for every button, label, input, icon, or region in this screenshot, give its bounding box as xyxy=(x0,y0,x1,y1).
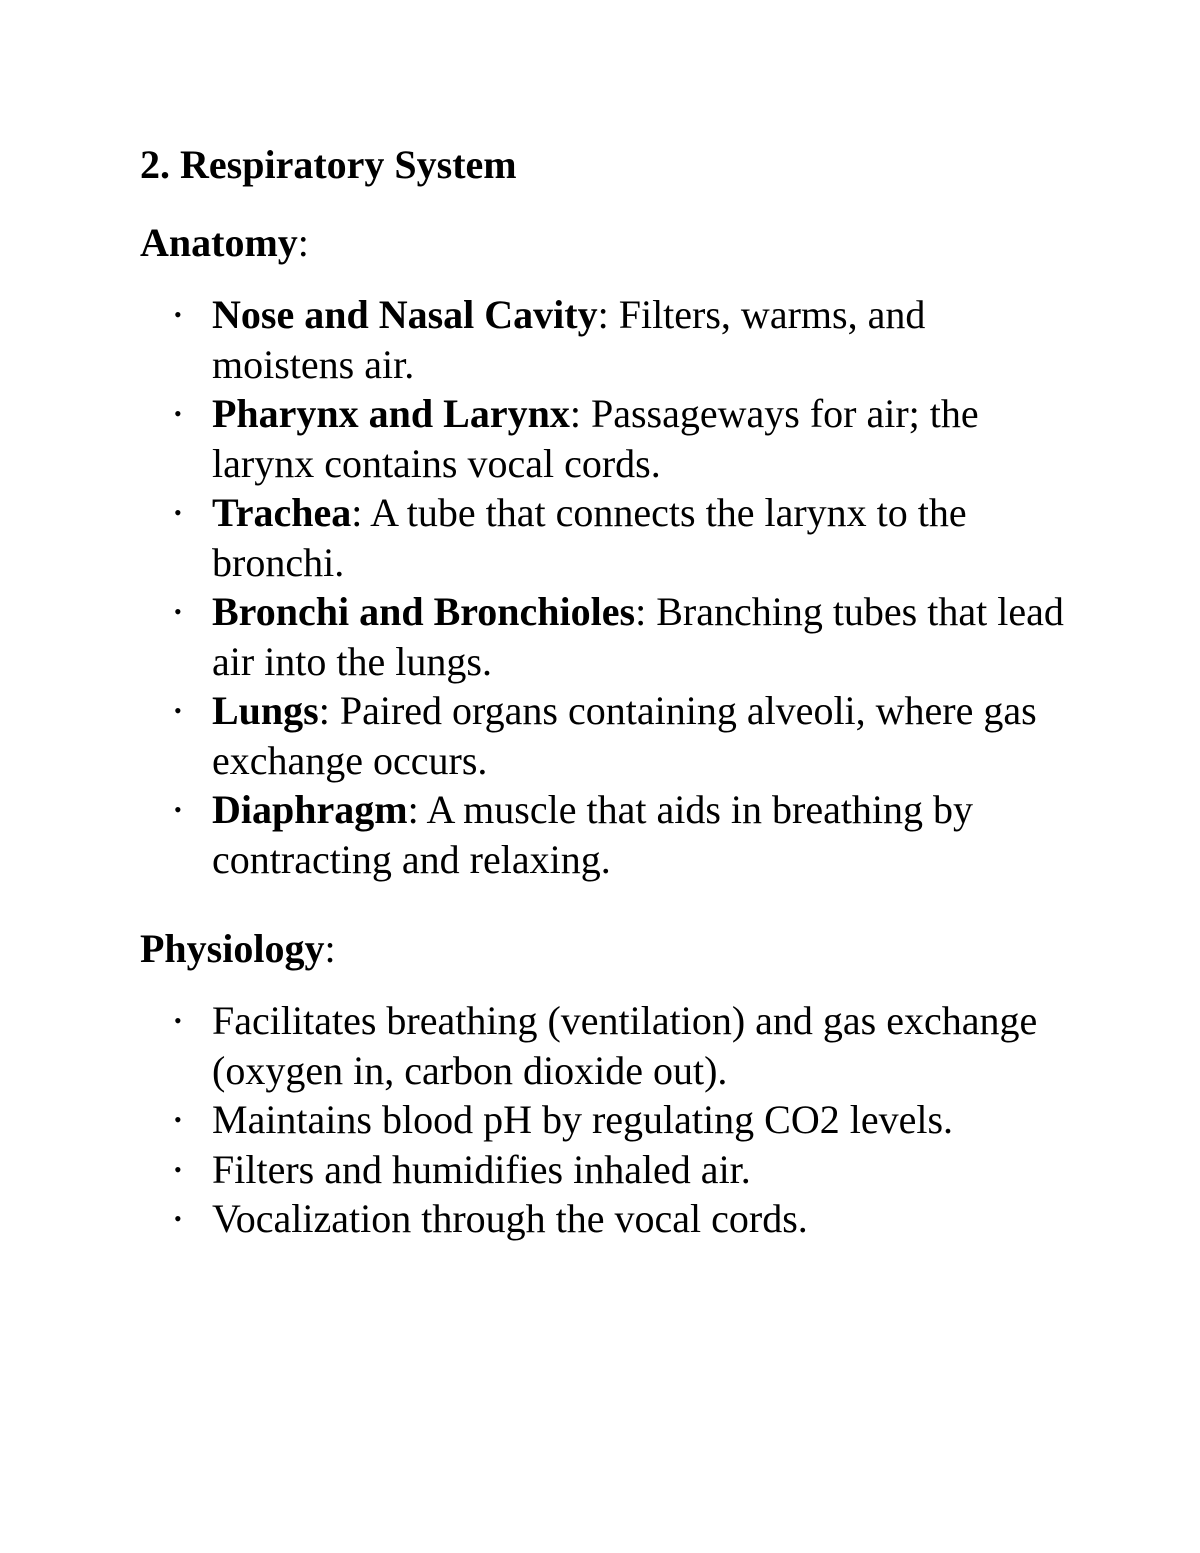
bullet-glyph: • xyxy=(174,797,182,822)
anatomy-list xyxy=(140,290,1070,884)
anatomy-term: Pharynx and Larynx xyxy=(212,391,570,436)
anatomy-item-pharynx xyxy=(140,389,1070,488)
anatomy-description: : Filters, warms, and moistens air. xyxy=(212,292,926,387)
anatomy-term: Trachea xyxy=(212,490,352,535)
physiology-heading-text: Physiology xyxy=(140,926,325,971)
physiology-item xyxy=(140,996,1070,1095)
bullet-glyph: • xyxy=(174,1206,182,1231)
physiology-list xyxy=(140,996,1070,1244)
physiology-text: Vocalization through the vocal cords. xyxy=(212,1196,808,1241)
bullet-glyph: • xyxy=(174,698,182,723)
physiology-item xyxy=(140,1145,1070,1195)
bullet-glyph: • xyxy=(174,302,182,327)
anatomy-heading-text: Anatomy xyxy=(140,220,298,265)
physiology-item xyxy=(140,1095,1070,1145)
physiology-text: Maintains blood pH by regulating CO2 levels. xyxy=(212,1097,954,1142)
section-spacer xyxy=(140,884,1070,924)
physiology-text: Filters and humidifies inhaled air. xyxy=(212,1146,751,1192)
physiology-heading xyxy=(140,924,1070,974)
bullet-glyph: • xyxy=(174,1008,182,1033)
anatomy-item-trachea xyxy=(140,488,1070,587)
anatomy-item-lungs xyxy=(140,686,1070,785)
anatomy-description: : Passageways for air; the larynx contains vocal cords. xyxy=(212,391,979,486)
anatomy-term: Lungs xyxy=(212,688,319,733)
anatomy-description: : A tube that connects the larynx to the bronchi. xyxy=(212,490,967,585)
bullet-glyph: • xyxy=(174,401,182,426)
anatomy-term: Diaphragm xyxy=(212,787,408,832)
physiology-item xyxy=(140,1194,1070,1244)
anatomy-heading xyxy=(140,218,1070,268)
anatomy-term: Bronchi and Bronchioles xyxy=(212,589,636,634)
physiology-heading-colon: : xyxy=(324,926,336,971)
anatomy-description: : Branching tubes that lead air into the lungs. xyxy=(212,589,1064,684)
bullet-glyph: • xyxy=(174,500,182,525)
anatomy-item-diaphragm xyxy=(140,785,1070,884)
bullet-glyph: • xyxy=(174,1156,182,1182)
anatomy-heading-colon: : xyxy=(297,220,309,265)
anatomy-term: Nose and Nasal Cavity xyxy=(212,292,598,337)
document-content xyxy=(140,140,1070,1244)
page-title: 2. Respiratory System xyxy=(140,142,517,187)
bullet-glyph: • xyxy=(174,1107,182,1132)
anatomy-description: : A muscle that aids in breathing by contracting and relaxing. xyxy=(212,787,974,882)
bullet-glyph: • xyxy=(174,599,182,624)
physiology-text: Facilitates breathing (ventilation) and gas exchange (oxygen in, carbon dioxide out). xyxy=(212,998,1038,1093)
anatomy-item-bronchi xyxy=(140,587,1070,686)
anatomy-item-nose xyxy=(140,290,1070,389)
anatomy-description: : Paired organs containing alveoli, where gas exchange occurs. xyxy=(212,688,1037,783)
